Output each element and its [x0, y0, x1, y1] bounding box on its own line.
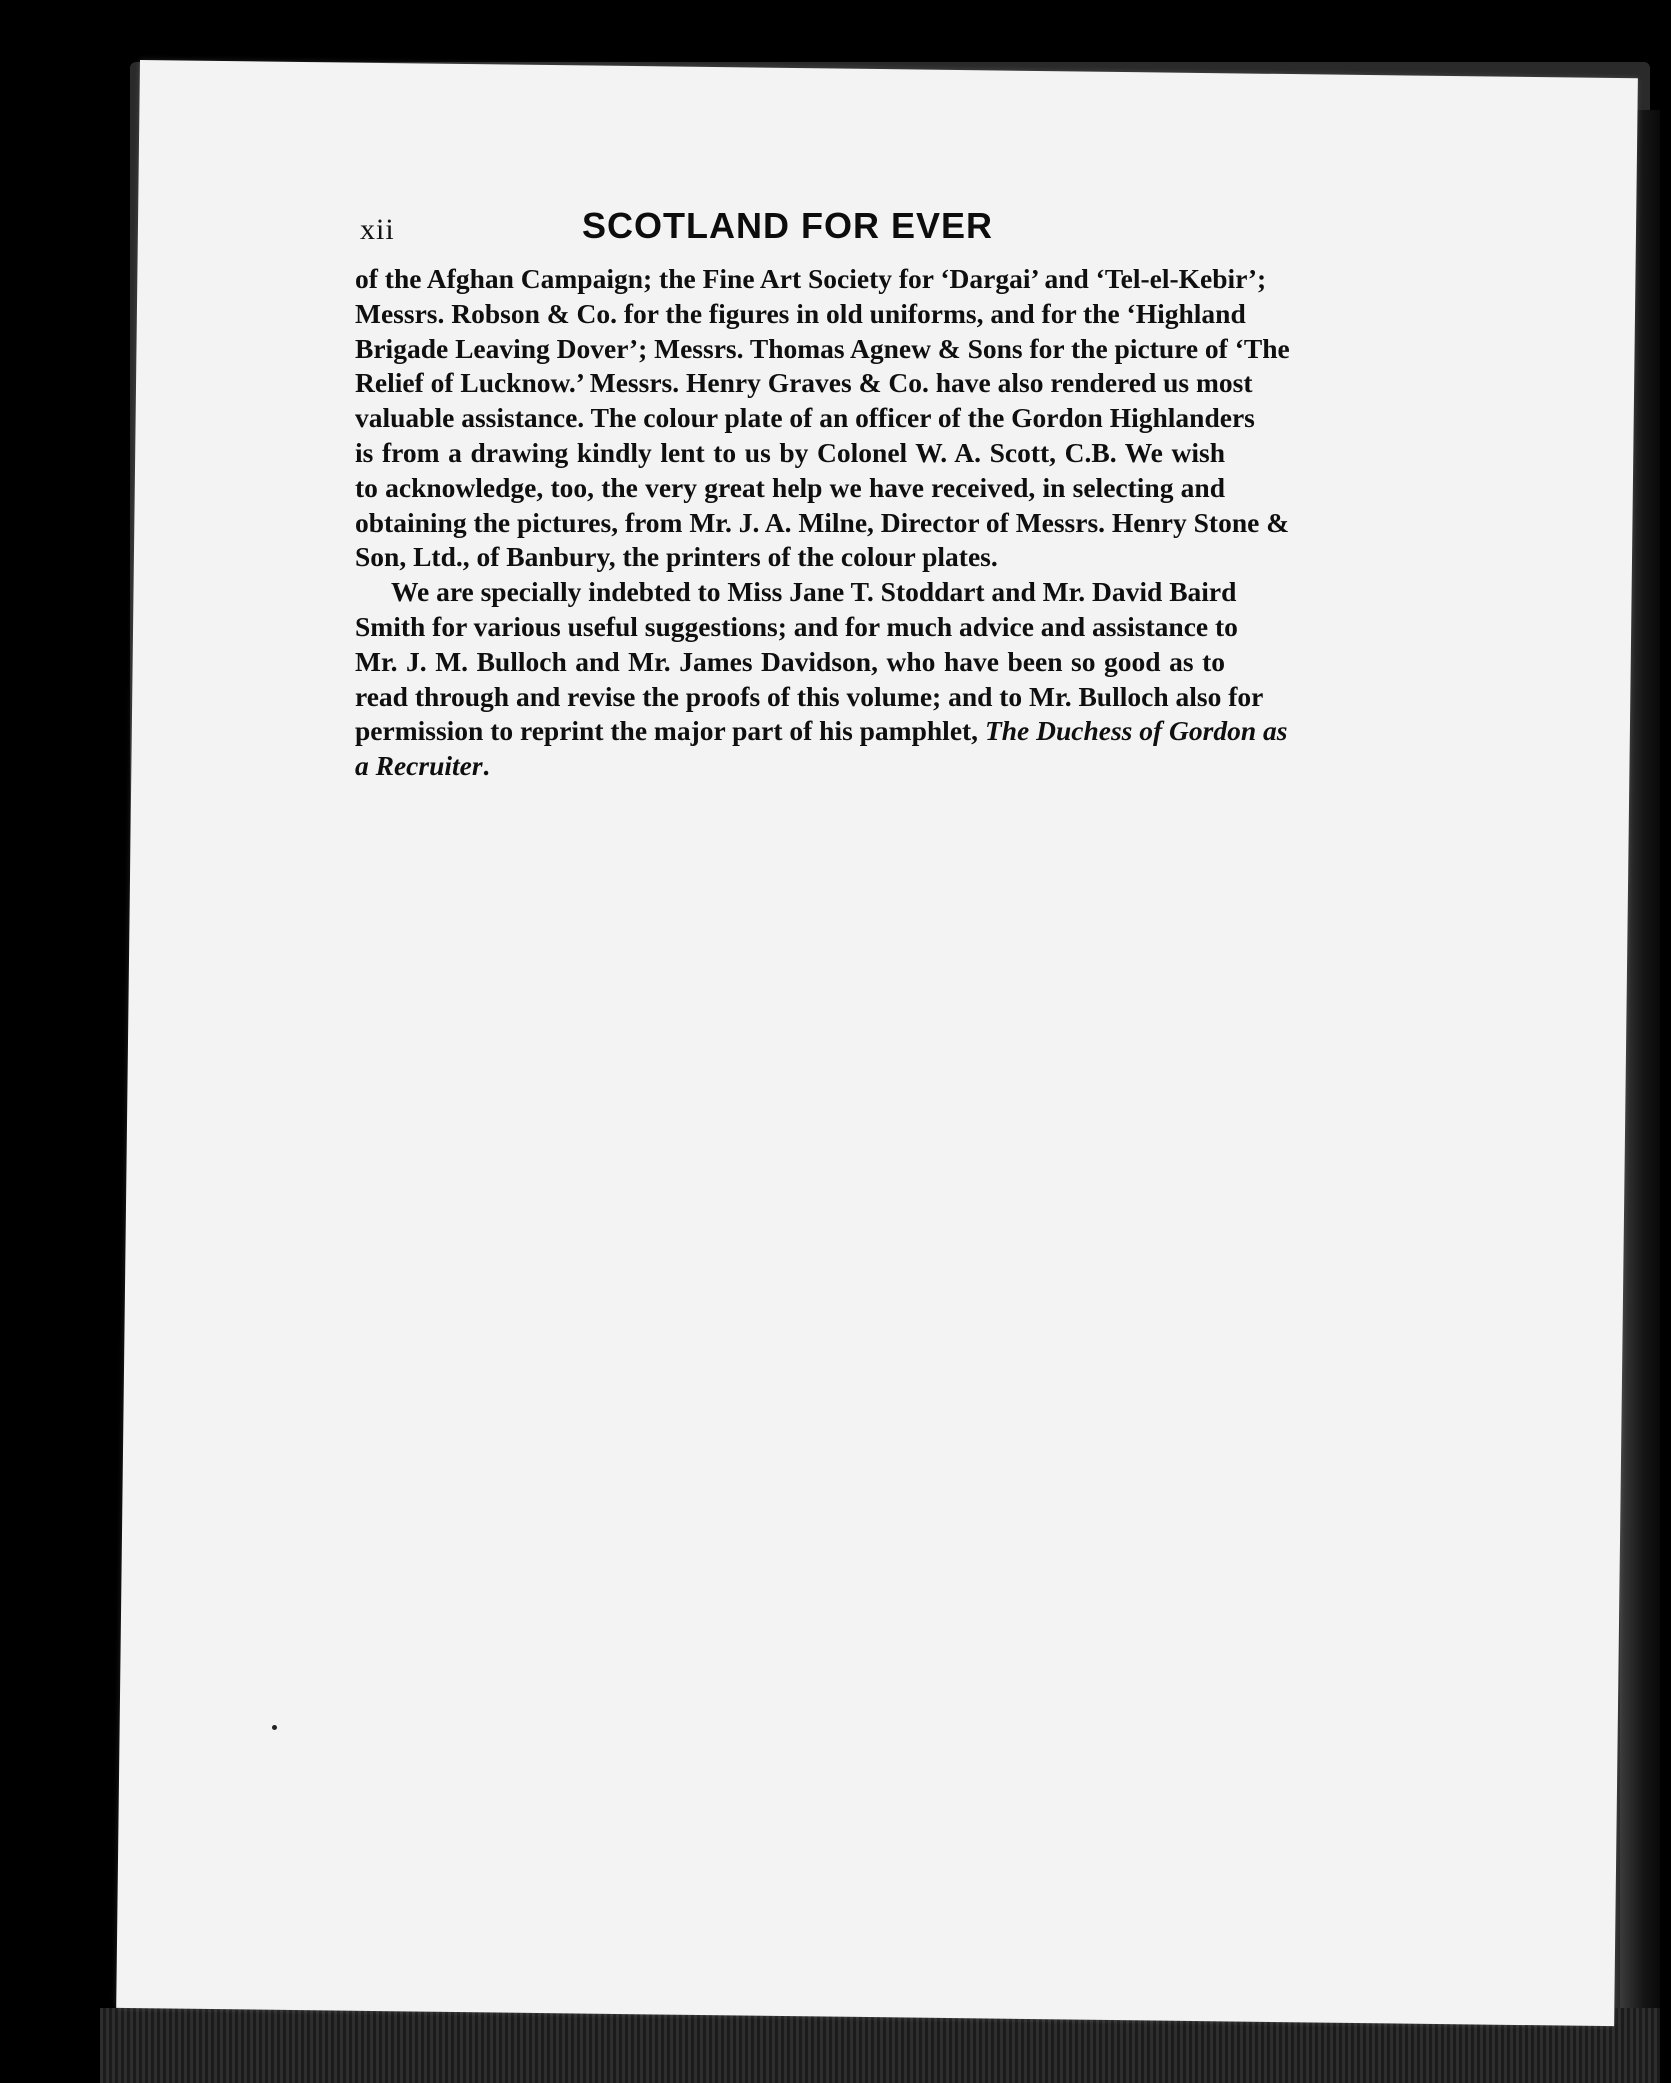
text-line: Messrs. Robson & Co. for the figures in old uniforms, and for the ‘Highland — [355, 297, 1246, 329]
text-line: valuable assistance. The colour plate of an officer of the Gordon Highlanders — [355, 402, 1255, 434]
text-line: Son, Ltd., of Banbury, the printers of the colour plates. — [355, 541, 998, 573]
text-line: to acknowledge, too, the very great help we have received, in selecting and — [355, 471, 1225, 503]
text-line: of the Afghan Campaign; the Fine Art Society for ‘Dargai’ and ‘Tel-el-Kebir’; — [355, 263, 1267, 294]
paragraph-2 — [355, 575, 1288, 784]
text-line: Relief of Lucknow.’ Messrs. Henry Graves & Co. have also rendered us most — [355, 367, 1253, 399]
text-line: is from a drawing kindly lent to us by Colonel W. A. Scott, C.B. We wish — [355, 436, 1225, 468]
text-line: permission to reprint the major part of his pamphlet, — [355, 715, 979, 747]
text-line: Smith for various useful suggestions; and for much advice and assistance to — [355, 610, 1238, 642]
text-line: read through and revise the proofs of this volume; and to Mr. Bulloch also for — [355, 680, 1264, 712]
paragraph-1 — [355, 262, 1290, 575]
running-title: SCOTLAND FOR EVER — [582, 205, 994, 246]
book-title-italic: a Recruiter — [355, 750, 483, 782]
text-line-final — [355, 749, 1225, 784]
text-line: Mr. J. M. Bulloch and Mr. James Davidson, who have been so good as to — [355, 645, 1225, 677]
book-title-italic: The Duchess of Gordon as — [984, 715, 1288, 747]
text-line: We are specially indebted to Miss Jane T. Stoddart and Mr. David Baird — [391, 576, 1237, 608]
page-number: xii — [360, 213, 395, 246]
text-line: obtaining the pictures, from Mr. J. A. Milne, Director of Messrs. Henry Stone & — [355, 506, 1290, 538]
text-line-with-title — [355, 714, 1288, 749]
body-text — [355, 262, 1290, 784]
end-punctuation: . — [482, 750, 490, 782]
text-line: Brigade Leaving Dover’; Messrs. Thomas Agnew & Sons for the picture of ‘The — [355, 332, 1290, 364]
page-speck — [272, 1725, 277, 1730]
